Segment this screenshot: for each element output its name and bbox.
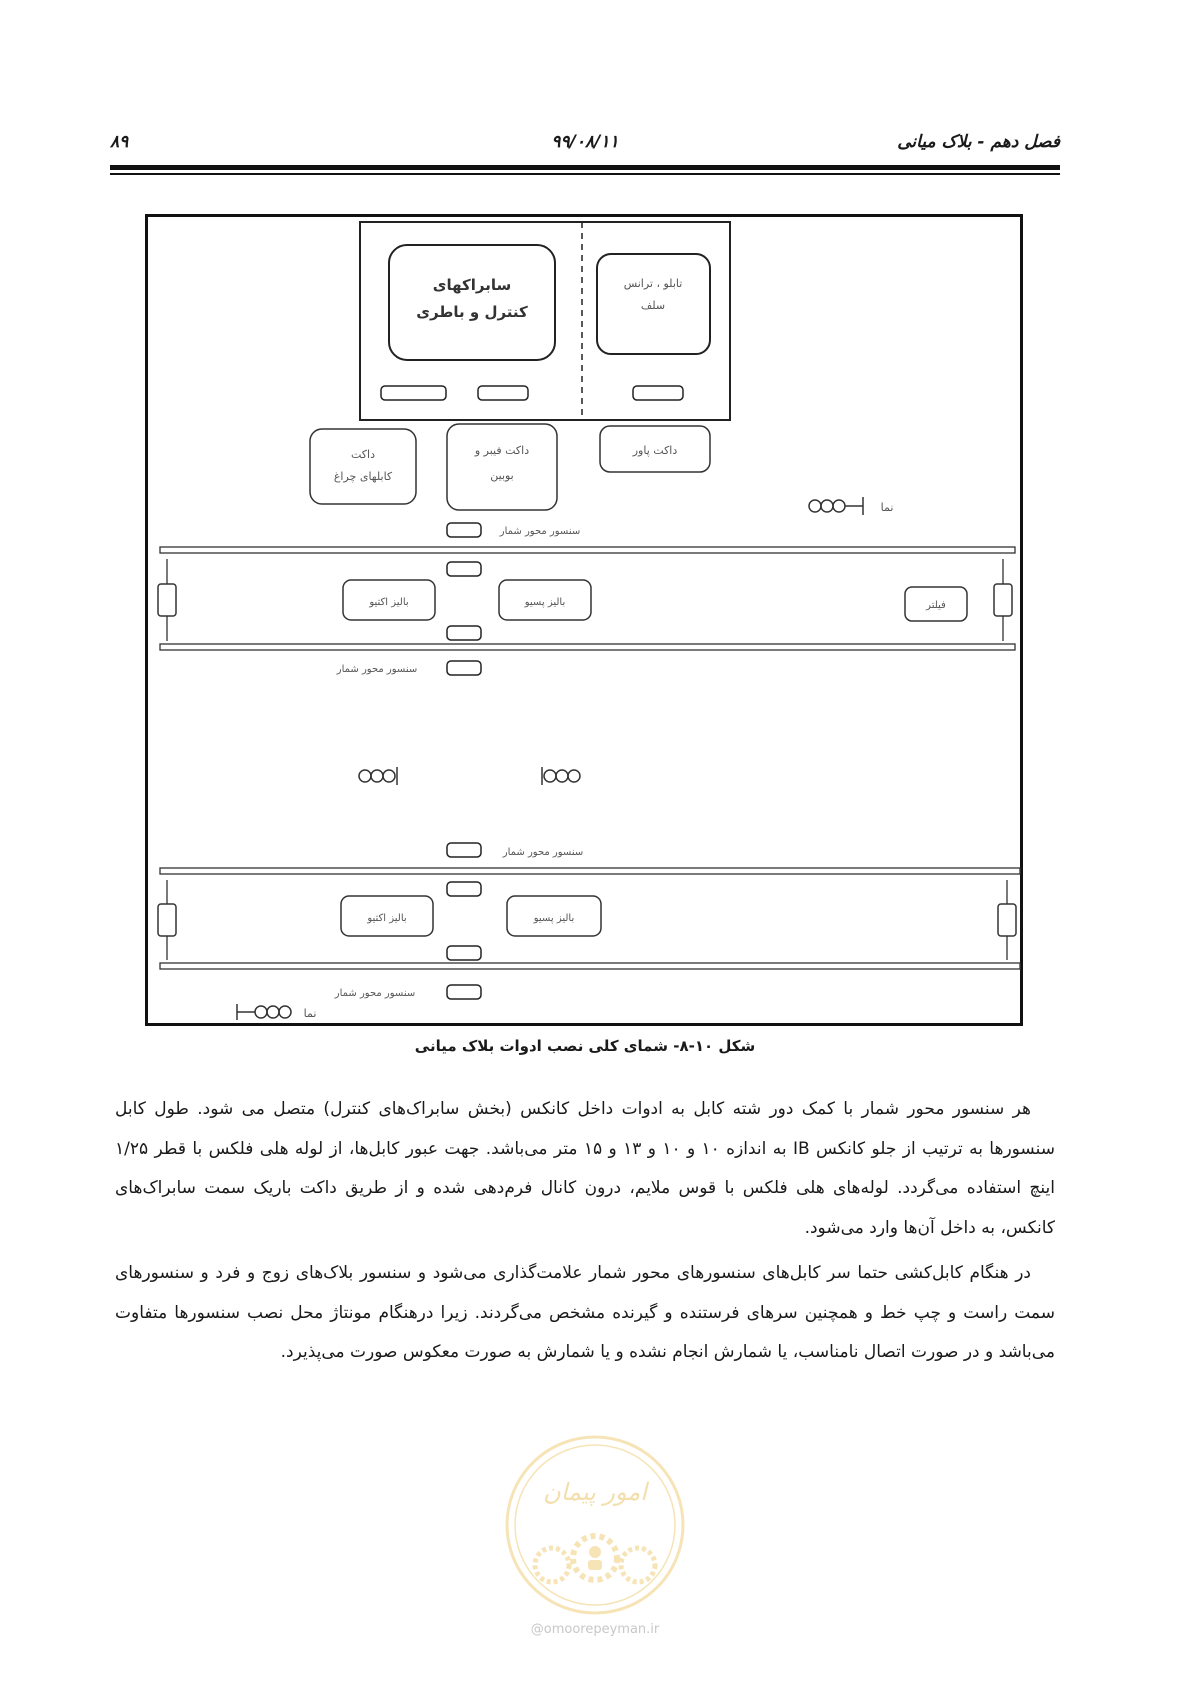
- container-kanex: [360, 222, 730, 420]
- view-symbol-bottom: [237, 1004, 316, 1020]
- container-slot: [381, 386, 446, 400]
- axle-counter-sensor: [447, 985, 481, 999]
- axle-counter-sensor: [447, 523, 481, 537]
- paragraph: هر سنسور محور شمار با کمک دور شته کابل به ادوات داخل کانکس (بخش سابراک‌های کنترل) متصل می شود. طول کابل سنسورها به ترتیب از جلو کانکس IB به اندازه ۱۰ و ۱۰ و ۱۳ و ۱۵ متر می‌باشد. جهت عبور کابل‌ها، از لوله هلی فلکس با قطر ۱/۲۵ اینچ استفاده می‌گردد. لوله‌های هلی فلکس با قوس ملایم، درون کانال فرم‌دهی شده و از طریق داکت باریک سمت سابراک‌های کانکس، به داخل آن‌ها وارد می‌شود.: [115, 1099, 1055, 1238]
- active-balise-label-2: بالیز اکتیو: [367, 913, 407, 924]
- rail-clamp: [158, 584, 176, 616]
- panel-label-1: تابلو ، ترانس: [623, 277, 683, 290]
- figure-caption: شکل ۱۰-۸- شمای کلی نصب ادوات بلاک میانی: [414, 1037, 756, 1055]
- watermark-text: امور پیمان: [543, 1478, 647, 1506]
- axle-counter-sensor: [447, 661, 481, 675]
- chapter-title: فصل دهم - بلاک میانی: [897, 132, 1060, 152]
- paragraph: در هنگام کابل‌کشی حتما سر کابل‌های سنسورهای محور شمار علامت‌گذاری می‌شود و سنسور بلاک‌های زوج و فرد و سنسورهای سمت راست و چپ خط و همچنین سرهای فرستنده و گیرنده مشخص می‌گردند. زیرا درهنگام مونتاژ محل نصب سنسورها متفاوت می‌باشد و در صورت اتصال نامناسب، یا شمارش انجام نشده و یا شمارش به صورت معکوس صورت می‌پذیرد.: [115, 1263, 1055, 1362]
- person-icon: [589, 1546, 601, 1558]
- power-duct-label: داکت پاور: [632, 444, 678, 457]
- view-symbol-right: [542, 767, 580, 785]
- fiber-duct-label-1: داکت فیبر و: [474, 444, 530, 457]
- passive-balise-label-2: بالیز پسیو: [533, 913, 575, 924]
- rail-clamp: [158, 904, 176, 936]
- installation-diagram: [145, 214, 1023, 1026]
- page-number: ۸۹: [110, 132, 129, 152]
- lamp-duct-label-1: داکت: [351, 448, 375, 461]
- header-rule-thick: [110, 165, 1060, 170]
- container-slot: [478, 386, 528, 400]
- gear-icon: [535, 1548, 569, 1582]
- gear-icon: [621, 1548, 655, 1582]
- header-rule-thin: [110, 173, 1060, 175]
- axle-counter-sensor: [447, 562, 481, 576]
- axle-counter-sensor: [447, 843, 481, 857]
- view-symbol-top: [809, 497, 893, 515]
- filter-label: فیلتر: [926, 600, 946, 611]
- axle-counter-sensor: [447, 946, 481, 960]
- axle-counter-sensor: [447, 626, 481, 640]
- watermark-logo: [500, 1430, 690, 1620]
- view-label-top: نما: [880, 501, 894, 514]
- track-section-2: [158, 868, 1020, 969]
- panel-label-2: سلف: [640, 299, 666, 312]
- lamp-cable-duct: [310, 429, 416, 504]
- watermark-url: @omoorepeyman.ir: [530, 1622, 660, 1637]
- axle-counter-label-3: سنسور محور شمار: [502, 847, 584, 858]
- container-slot: [633, 386, 683, 400]
- fiber-duct: [447, 424, 557, 510]
- axle-counter-label-4: سنسور محور شمار: [334, 988, 416, 999]
- active-balise-label-1: بالیز اکتیو: [369, 597, 409, 608]
- view-label-bottom: نما: [303, 1007, 317, 1020]
- axle-counter-sensor: [447, 882, 481, 896]
- lamp-duct-label-2: کابلهای چراغ: [333, 470, 393, 483]
- fiber-duct-label-2: بوبین: [490, 469, 514, 482]
- passive-balise-label-1: بالیز پسیو: [524, 597, 566, 608]
- control-subracks-label-1: سابراکهای: [432, 276, 512, 294]
- rail-clamp: [998, 904, 1016, 936]
- control-subracks-label-2: کنترل و باطری: [416, 303, 528, 321]
- page-header: [110, 132, 1060, 166]
- track-section-1: [158, 547, 1015, 650]
- axle-counter-label-1: سنسور محور شمار: [499, 526, 581, 537]
- view-symbol-left: [359, 767, 397, 785]
- body-text: [115, 1090, 1055, 1379]
- rail-clamp: [994, 584, 1012, 616]
- header-date: ۹۹/۰۸/۱۱: [551, 132, 619, 152]
- axle-counter-label-2: سنسور محور شمار: [336, 664, 418, 675]
